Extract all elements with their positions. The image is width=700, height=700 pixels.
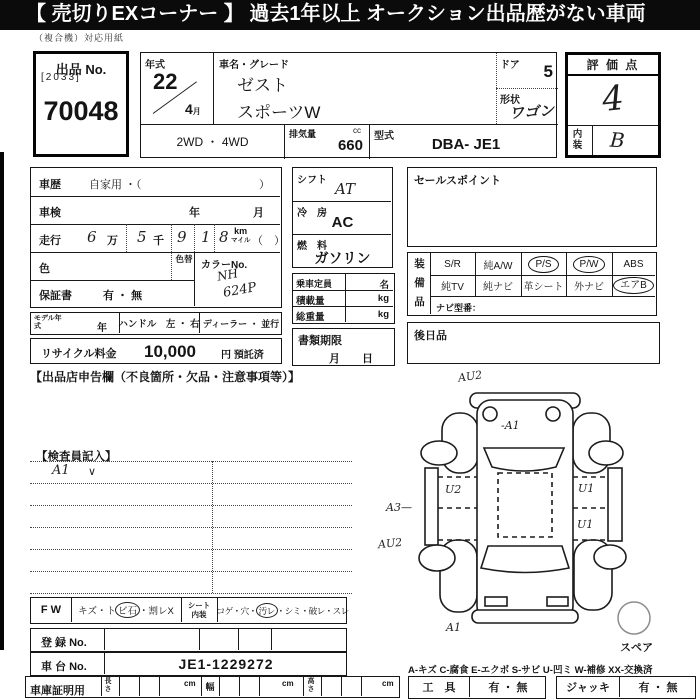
recycle-fee-box (30, 338, 282, 364)
lot-number-box (33, 51, 129, 157)
interior-grade-label: 内装 (572, 129, 583, 151)
garage-cm-2: cm (282, 679, 294, 688)
fw-label: F W (40, 604, 62, 616)
equip-abs: ABS (623, 258, 644, 270)
color-change-label: 色替 (175, 254, 193, 264)
garage-cm-3: cm (382, 679, 394, 688)
registration-label: 登 録 No. (41, 637, 87, 649)
nav-model-label: ナビ型番： (436, 303, 482, 313)
docs-deadline-box (292, 328, 395, 366)
model-year-unit: 年 (97, 323, 107, 334)
recycle-unit: 円 預託済 (221, 350, 264, 361)
damage-annotation-5: U1 (578, 482, 595, 495)
score-value: 4 (600, 77, 626, 121)
damage-annotation-0: AU2 (457, 368, 484, 385)
mileage-label: 走行 (39, 235, 61, 247)
mileage-man-unit: 万 (107, 235, 118, 247)
garage-height-label: 高さ (307, 678, 315, 693)
inspector-mark-2: ∨ (88, 465, 97, 478)
tools-box (408, 676, 546, 699)
garage-label: 車庫証明用 (30, 685, 85, 697)
year-label: 年式 (145, 60, 165, 71)
model-year-row (30, 312, 282, 335)
rear-wiper-right (546, 407, 560, 421)
equip-sr: S/R (444, 258, 461, 270)
spare-tire-circle (618, 602, 650, 634)
shape-label: 形状 (500, 95, 520, 106)
recycle-amount: 10,000 (144, 342, 196, 361)
equip-leather: 革シート (523, 282, 564, 293)
wheel-rear-right (594, 545, 626, 569)
equip-aw: 純A/W (483, 260, 513, 272)
shaken-year-unit: 年 (189, 207, 200, 219)
model-code-label: 型式 (374, 131, 394, 142)
month-unit: 月 (192, 107, 201, 116)
paper-note: （複合機）対応用紙 (34, 33, 125, 43)
equipment-box (407, 252, 657, 316)
capacity-unit: 名 (379, 280, 389, 291)
car-name-label: 車名・グレード (219, 60, 289, 71)
mileage-man: 6 (87, 228, 97, 246)
damage-annotation-2: A3— (386, 501, 412, 514)
equip-ps (521, 253, 566, 275)
damage-legend: A-キズ C-腐食 E-エクボ S-サビ U-凹ミ W-補修 XX-交換済 (408, 665, 653, 676)
shaken-label: 車検 (39, 207, 61, 219)
seller-note-label: 【出品店申告欄（不良箇所・欠品・注意事項等）】 (30, 370, 301, 384)
wheel-rear-left (419, 545, 455, 571)
history-close-paren: ） (259, 179, 270, 191)
inspector-label: 【検査員記入】 (36, 451, 117, 463)
windshield (481, 546, 569, 573)
right-molding (608, 468, 622, 541)
fw-items (71, 598, 181, 622)
mileage-paren: （ ） (252, 235, 285, 247)
vehicle-info-box (140, 52, 557, 158)
ac-value: AC (331, 214, 354, 231)
chassis-value: JE1-1229272 (178, 656, 274, 672)
door-value: 5 (543, 62, 553, 81)
interior-grade-value: B (609, 127, 626, 153)
headlight-left (485, 597, 507, 606)
rear-wiper-left (483, 407, 497, 421)
equipment-label: 装備品 (414, 258, 425, 308)
mileage-sen-unit: 千 (153, 235, 164, 247)
chassis-row (30, 652, 347, 676)
garage-length-label: 長さ (104, 678, 112, 693)
load-unit: kg (377, 293, 389, 304)
seat-label-text: シート内装 (187, 601, 211, 619)
capacity-box (292, 273, 395, 324)
equip-ps-circled: P/S (528, 256, 558, 273)
seat-items (217, 598, 348, 622)
color-no-label: カラーNo. (201, 260, 248, 271)
banner: 【 売切りEXコーナー 】 過去1年以上 オークション出品歴がない車両 (0, 0, 700, 30)
garage-width-label: 幅 (205, 682, 215, 692)
inspector-mark-1: A1 (52, 463, 70, 478)
shift-label: シフト (297, 175, 327, 186)
km-unit: km (234, 226, 248, 236)
sales-point-box (407, 167, 657, 247)
warranty-label: 保証書 (39, 290, 72, 302)
docs-value: 月 日 (329, 353, 373, 365)
scan-artifact-bar (0, 152, 4, 650)
wheel-front-right (589, 441, 623, 465)
lot-stamp: [2033] (41, 72, 81, 83)
chassis-label: 車 台 No. (41, 661, 87, 673)
tool-value: 有 ・ 無 (488, 682, 528, 694)
drivetrain-box (292, 167, 393, 268)
equip-pw-circled: P/W (573, 256, 606, 273)
seat-items-pre: コゲ・穴・ (216, 605, 257, 616)
dealer-cell: ディーラー ・ 並行 (202, 318, 280, 329)
damage-annotation-7: A1 (446, 621, 461, 634)
lot-label: 出品 No. (55, 62, 107, 77)
shift-value: AT (335, 180, 356, 198)
color-label: 色 (39, 263, 50, 275)
fw-condition-row (30, 597, 347, 624)
door-label: ドア (500, 60, 520, 71)
equip-airbag (612, 275, 655, 296)
later-items-label: 後日品 (414, 330, 447, 342)
score-box (565, 52, 661, 158)
rear-glass (484, 448, 564, 471)
registration-row (30, 628, 347, 652)
displacement-unit: cc (353, 126, 361, 135)
seat-label (181, 598, 217, 622)
car-name: ゼスト (237, 76, 288, 95)
shape-value: ワゴン (508, 101, 555, 123)
equip-extnavi: 外ナビ (574, 282, 604, 293)
tool-label: 工 具 (422, 682, 456, 694)
weight-label: 総重量 (296, 312, 325, 323)
damage-annotation-4: U2 (445, 483, 462, 496)
garage-cm-1: cm (184, 679, 196, 688)
car-diagram (368, 368, 668, 658)
warranty-value: 有 ・ 無 (103, 290, 143, 302)
equip-pw (566, 253, 612, 275)
car-grade: スポーツW (237, 103, 321, 122)
year-value: 22 (153, 69, 178, 94)
equip-airbag-circled: エアB (613, 277, 654, 294)
capacity-label: 乗車定員 (296, 279, 333, 289)
month-number: 4 (185, 101, 193, 117)
displacement-value: 660 (337, 137, 363, 154)
color-no-value-1: NH (215, 266, 240, 284)
mileage-digit-1: 9 (177, 228, 187, 246)
drive-type: 2WD ・ 4WD (176, 135, 249, 149)
jack-label: ジャッキ (566, 682, 610, 694)
score-title: 評 価 点 (568, 55, 658, 76)
recycle-label: リサイクル料金 (41, 348, 117, 360)
car-body (477, 400, 573, 620)
jack-box (556, 676, 696, 699)
history-label: 車歴 (39, 179, 61, 191)
color-no-value-2: 624P (221, 280, 258, 301)
docs-label: 書類期限 (298, 335, 342, 347)
fw-items-pre: キズ・ト (78, 606, 116, 617)
spare-label: スペア (620, 642, 653, 654)
mileage-unit (231, 226, 250, 246)
month-value (185, 101, 201, 119)
history-value: 自家用 ・（ (89, 179, 142, 191)
lot-number: 70048 (43, 96, 119, 126)
model-code-value: DBA- JE1 (431, 136, 501, 153)
load-label: 積載量 (296, 296, 325, 307)
damage-annotation-3: AU2 (377, 535, 403, 552)
displacement-label: 排気量 (289, 129, 317, 139)
model-year-label: モデル年式 (34, 315, 62, 330)
front-bumper (472, 610, 578, 623)
fw-items-circled: ビ石 (115, 602, 140, 618)
mileage-sen: 5 (137, 228, 147, 246)
equip-tv: 純TV (441, 282, 464, 293)
fuel-label: 燃 料 (297, 241, 327, 252)
wheel-front-left (421, 441, 457, 465)
garage-row (25, 676, 400, 698)
left-molding (425, 468, 438, 545)
shaken-month-unit: 月 (253, 207, 264, 219)
mileage-digit-3: 8 (219, 228, 229, 246)
damage-annotation-1: -A1 (501, 419, 520, 432)
ac-label: 冷 房 (297, 208, 327, 219)
handle-cell: ハンドル 左 ・ 右 (118, 319, 200, 330)
seat-items-post: ・シミ・破レ・スレ (276, 605, 349, 616)
fw-items-post: ・割レX (138, 606, 174, 617)
later-items-box (407, 322, 660, 364)
damage-annotation-6: U1 (577, 518, 594, 531)
fuel-value: ガソリン (314, 250, 371, 266)
history-box (30, 167, 285, 308)
mileage-digit-2: 1 (201, 228, 211, 246)
jack-value: 有 ・ 無 (638, 682, 678, 694)
weight-unit: kg (377, 309, 389, 320)
sales-point-label: セールスポイント (414, 175, 502, 187)
mile-unit: マイル (231, 237, 251, 244)
headlight-right (547, 597, 568, 606)
seat-items-circled: 汚レ (256, 603, 278, 618)
equip-navi: 純ナビ (483, 282, 513, 293)
